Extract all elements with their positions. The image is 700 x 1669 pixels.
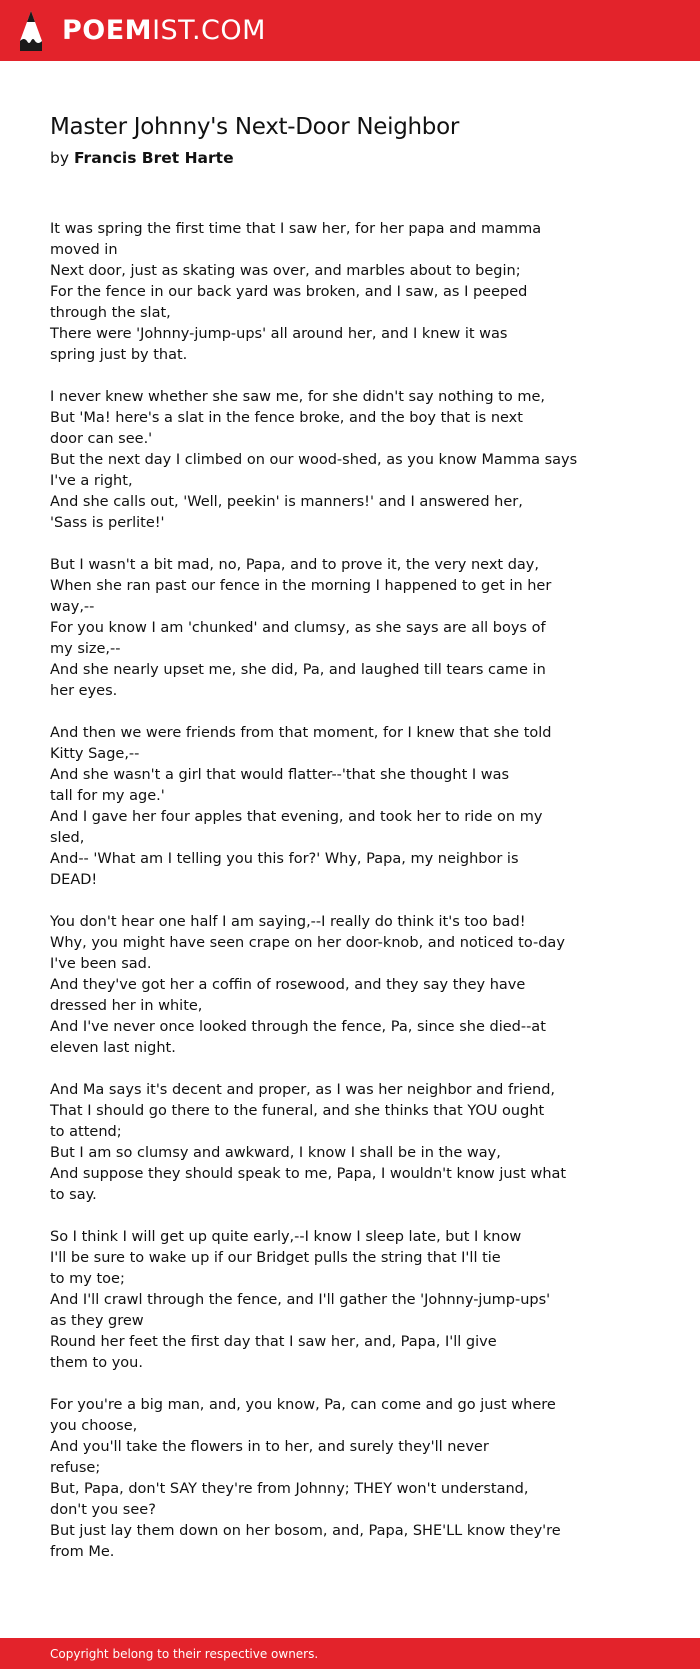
- byline: [50, 149, 234, 167]
- poem-line: And-- 'What am I telling you this for?' Why, Papa, my neighbor is: [50, 851, 519, 867]
- brand-light: IST.COM: [152, 15, 266, 46]
- poem-title: Master Johnny's Next-Door Neighbor: [50, 114, 460, 140]
- poem-line: dressed her in white,: [50, 998, 203, 1014]
- poem-line: to say.: [50, 1187, 97, 1203]
- poem-line: There were 'Johnny-jump-ups' all around her, and I knew it was: [50, 326, 508, 342]
- poem-line: Round her feet the first day that I saw her, and, Papa, I'll give: [50, 1334, 497, 1350]
- poem-line: But the next day I climbed on our wood-shed, as you know Mamma says: [50, 452, 578, 468]
- poem-line: to my toe;: [50, 1271, 125, 1287]
- poem-line: spring just by that.: [50, 347, 188, 363]
- site-footer: [0, 1638, 700, 1669]
- stanza: [50, 1227, 570, 1374]
- poem-line: to attend;: [50, 1124, 122, 1140]
- poem-line: you choose,: [50, 1418, 138, 1434]
- poem-line: from Me.: [50, 1544, 115, 1560]
- poem-line: I never knew whether she saw me, for she didn't say nothing to me,: [50, 389, 545, 405]
- poem-line: But, Papa, don't SAY they're from Johnny; THEY won't understand,: [50, 1481, 529, 1497]
- poem-line: I'll be sure to wake up if our Bridget pulls the string that I'll tie: [50, 1250, 501, 1266]
- poem-line: And they've got her a coffin of rosewood, and they say they have: [50, 977, 526, 993]
- site-header: [0, 0, 700, 61]
- by-label: by: [50, 149, 70, 167]
- poem-line: tall for my age.': [50, 788, 165, 804]
- poem-line: And she wasn't a girl that would flatter--'that she thought I was: [50, 767, 510, 783]
- poem-line: For the fence in our back yard was broken, and I saw, as I peeped: [50, 284, 528, 300]
- poem-line: And she calls out, 'Well, peekin' is manners!' and I answered her,: [50, 494, 523, 510]
- poem-line: Kitty Sage,--: [50, 746, 140, 762]
- poem-line: I've been sad.: [50, 956, 152, 972]
- poem-line: my size,--: [50, 641, 121, 657]
- poem-line: sled,: [50, 830, 85, 846]
- poem-line: For you're a big man, and, you know, Pa, can come and go just where: [50, 1397, 556, 1413]
- poem-line: And suppose they should speak to me, Papa, I wouldn't know just what: [50, 1166, 567, 1182]
- poem-line: DEAD!: [50, 872, 98, 888]
- poem-line: And you'll take the flowers in to her, and surely they'll never: [50, 1439, 489, 1455]
- stanza: [50, 555, 570, 702]
- brand-bold: POEM: [62, 15, 153, 46]
- poem-line: You don't hear one half I am saying,--I really do think it's too bad!: [50, 914, 526, 930]
- poem-line: way,--: [50, 599, 95, 615]
- poem-line: through the slat,: [50, 305, 171, 321]
- poem-line: And then we were friends from that moment, for I knew that she told: [50, 725, 552, 741]
- poem-line: moved in: [50, 242, 118, 258]
- poem-body: [50, 219, 578, 1584]
- poem-line: Why, you might have seen crape on her door-knob, and noticed to-day: [50, 935, 565, 951]
- site-logo-text[interactable]: [62, 12, 266, 50]
- poem-line: But I am so clumsy and awkward, I know I shall be in the way,: [50, 1145, 501, 1161]
- stanza: [50, 723, 570, 891]
- stanza: [50, 219, 570, 366]
- poem-line: her eyes.: [50, 683, 118, 699]
- poem-line: And I gave her four apples that evening, and took her to ride on my: [50, 809, 543, 825]
- poem-line: And she nearly upset me, she did, Pa, and laughed till tears came in: [50, 662, 546, 678]
- stanza: [50, 1395, 570, 1563]
- poem-line: door can see.': [50, 431, 153, 447]
- poem-line: For you know I am 'chunked' and clumsy, as she says are all boys of: [50, 620, 546, 636]
- poem-line: It was spring the first time that I saw her, for her papa and mamma: [50, 221, 542, 237]
- poem-line: 'Sass is perlite!': [50, 515, 165, 531]
- poem-line: I've a right,: [50, 473, 133, 489]
- poem-line: But 'Ma! here's a slat in the fence broke, and the boy that is next: [50, 410, 523, 426]
- poem-line: And Ma says it's decent and proper, as I was her neighbor and friend,: [50, 1082, 556, 1098]
- poem-line: But I wasn't a bit mad, no, Papa, and to prove it, the very next day,: [50, 557, 539, 573]
- stanza: [50, 912, 570, 1059]
- poem-line: But just lay them down on her bosom, and, Papa, SHE'LL know they're: [50, 1523, 561, 1539]
- pencil-logo-icon[interactable]: [18, 10, 44, 52]
- stanza: [50, 1080, 570, 1206]
- poem-line: When she ran past our fence in the morning I happened to get in her: [50, 578, 552, 594]
- copyright-text: Copyright belong to their respective owners.: [50, 1647, 319, 1661]
- poem-line: them to you.: [50, 1355, 143, 1371]
- poem-line: And I'll crawl through the fence, and I'll gather the 'Johnny-jump-ups': [50, 1292, 551, 1308]
- stanza: [50, 387, 578, 534]
- poem-line: That I should go there to the funeral, and she thinks that YOU ought: [50, 1103, 545, 1119]
- poem-line: Next door, just as skating was over, and marbles about to begin;: [50, 263, 521, 279]
- poem-line: So I think I will get up quite early,--I know I sleep late, but I know: [50, 1229, 522, 1245]
- poem-line: don't you see?: [50, 1502, 156, 1518]
- author-name[interactable]: Francis Bret Harte: [73, 149, 234, 167]
- poem-line: as they grew: [50, 1313, 144, 1329]
- poem-line: eleven last night.: [50, 1040, 176, 1056]
- poem-line: refuse;: [50, 1460, 101, 1476]
- poem-line: And I've never once looked through the fence, Pa, since she died--at: [50, 1019, 546, 1035]
